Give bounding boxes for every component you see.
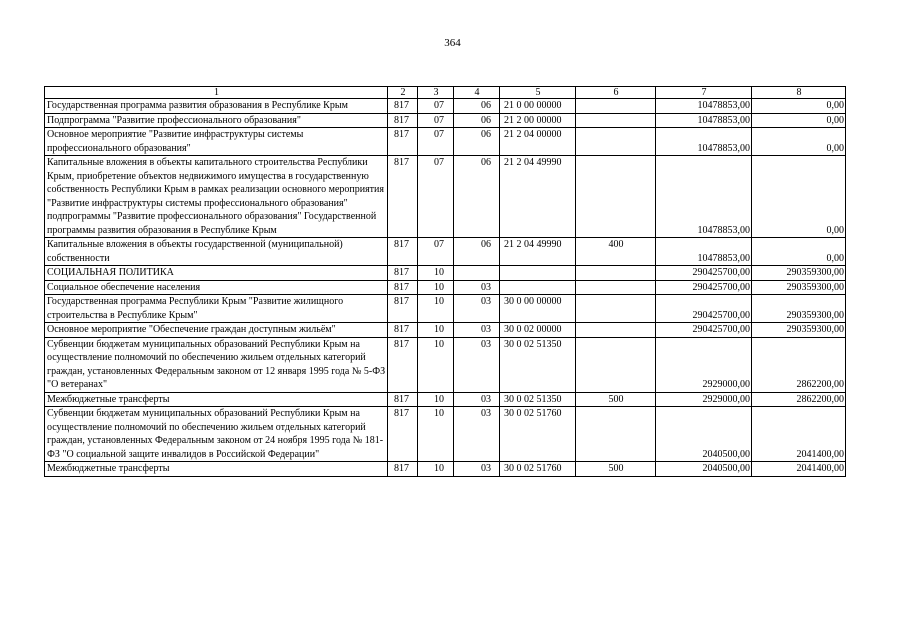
row-subsection-cell: 06 bbox=[454, 238, 500, 266]
row-section-cell: 10 bbox=[418, 337, 454, 392]
row-amount-2-cell: 0,00 bbox=[752, 99, 846, 114]
row-section-cell: 10 bbox=[418, 392, 454, 407]
row-target-article-cell: 30 0 02 51760 bbox=[500, 462, 576, 477]
row-section-cell: 10 bbox=[418, 266, 454, 281]
table-row bbox=[45, 462, 846, 477]
row-amount-2-cell: 290359300,00 bbox=[752, 323, 846, 338]
row-amount-1-cell: 2040500,00 bbox=[656, 462, 752, 477]
table-row bbox=[45, 337, 846, 392]
row-amount-2-cell: 2041400,00 bbox=[752, 407, 846, 462]
row-subsection-cell: 06 bbox=[454, 128, 500, 156]
row-amount-2-cell: 0,00 bbox=[752, 156, 846, 238]
row-section-cell: 10 bbox=[418, 462, 454, 477]
row-target-article-cell bbox=[500, 280, 576, 295]
row-name-cell: Социальное обеспечение населения bbox=[45, 280, 388, 295]
row-code-cell: 817 bbox=[388, 156, 418, 238]
header-cell-3: 3 bbox=[418, 87, 454, 99]
row-code-cell: 817 bbox=[388, 462, 418, 477]
header-cell-5: 5 bbox=[500, 87, 576, 99]
row-target-article-cell bbox=[500, 266, 576, 281]
row-amount-2-cell: 290359300,00 bbox=[752, 266, 846, 281]
table-row bbox=[45, 392, 846, 407]
row-expense-type-cell bbox=[576, 113, 656, 128]
row-section-cell: 10 bbox=[418, 295, 454, 323]
row-subsection-cell: 03 bbox=[454, 295, 500, 323]
row-expense-type-cell bbox=[576, 156, 656, 238]
row-amount-1-cell: 2929000,00 bbox=[656, 337, 752, 392]
row-amount-2-cell: 2862200,00 bbox=[752, 337, 846, 392]
row-name-cell: Основное мероприятие "Обеспечение граждан доступным жильём" bbox=[45, 323, 388, 338]
row-amount-1-cell: 290425700,00 bbox=[656, 266, 752, 281]
table-row bbox=[45, 156, 846, 238]
row-subsection-cell: 03 bbox=[454, 462, 500, 477]
row-subsection-cell: 03 bbox=[454, 392, 500, 407]
page-number: 364 bbox=[444, 37, 461, 49]
row-expense-type-cell bbox=[576, 295, 656, 323]
row-target-article-cell: 21 2 04 49990 bbox=[500, 156, 576, 238]
row-subsection-cell bbox=[454, 266, 500, 281]
row-amount-2-cell: 290359300,00 bbox=[752, 295, 846, 323]
row-subsection-cell: 03 bbox=[454, 337, 500, 392]
row-code-cell: 817 bbox=[388, 238, 418, 266]
table-row bbox=[45, 407, 846, 462]
row-section-cell: 10 bbox=[418, 323, 454, 338]
row-name-cell: Капитальные вложения в объекты капитального строительства Республики Крым, приобретение объектов недвижимого имущества в государственную собственность Республики Крым в рамках реализации основного мероприятия "Развитие инфраструктуры системы профессионального образования" подпрограммы "Развитие профессионального образования" Государственной программы развития образования в Республике Крым bbox=[45, 156, 388, 238]
row-amount-1-cell: 10478853,00 bbox=[656, 156, 752, 238]
row-amount-2-cell: 0,00 bbox=[752, 113, 846, 128]
row-name-cell: Государственная программа развития образования в Республике Крым bbox=[45, 99, 388, 114]
row-amount-2-cell: 2862200,00 bbox=[752, 392, 846, 407]
table-row bbox=[45, 238, 846, 266]
table-body bbox=[45, 87, 846, 477]
row-amount-1-cell: 10478853,00 bbox=[656, 238, 752, 266]
row-target-article-cell: 21 0 00 00000 bbox=[500, 99, 576, 114]
header-cell-8: 8 bbox=[752, 87, 846, 99]
row-target-article-cell: 30 0 02 51350 bbox=[500, 392, 576, 407]
row-subsection-cell: 03 bbox=[454, 323, 500, 338]
row-target-article-cell: 30 0 02 51760 bbox=[500, 407, 576, 462]
row-section-cell: 07 bbox=[418, 99, 454, 114]
row-name-cell: Основное мероприятие "Развитие инфраструктуры системы профессионального образования" bbox=[45, 128, 388, 156]
row-amount-2-cell: 0,00 bbox=[752, 238, 846, 266]
table-row bbox=[45, 128, 846, 156]
row-name-cell: Межбюджетные трансферты bbox=[45, 392, 388, 407]
row-code-cell: 817 bbox=[388, 99, 418, 114]
row-expense-type-cell: 500 bbox=[576, 392, 656, 407]
row-expense-type-cell: 500 bbox=[576, 462, 656, 477]
row-code-cell: 817 bbox=[388, 113, 418, 128]
row-code-cell: 817 bbox=[388, 266, 418, 281]
row-expense-type-cell bbox=[576, 128, 656, 156]
header-row bbox=[45, 87, 846, 99]
row-name-cell: Государственная программа Республики Крым "Развитие жилищного строительства в Республике Крым" bbox=[45, 295, 388, 323]
row-name-cell: Субвенции бюджетам муниципальных образований Республики Крым на осуществление полномочий по обеспечению жильем отдельных категорий граждан, установленных Федеральным законом от 12 января 1995 года № 5-ФЗ "О ветеранах" bbox=[45, 337, 388, 392]
row-expense-type-cell: 400 bbox=[576, 238, 656, 266]
row-target-article-cell: 30 0 02 00000 bbox=[500, 323, 576, 338]
row-section-cell: 07 bbox=[418, 128, 454, 156]
row-amount-1-cell: 10478853,00 bbox=[656, 99, 752, 114]
row-section-cell: 10 bbox=[418, 280, 454, 295]
table-row bbox=[45, 280, 846, 295]
row-target-article-cell: 30 0 00 00000 bbox=[500, 295, 576, 323]
table-row bbox=[45, 323, 846, 338]
row-amount-2-cell: 0,00 bbox=[752, 128, 846, 156]
row-amount-1-cell: 10478853,00 bbox=[656, 113, 752, 128]
row-target-article-cell: 30 0 02 51350 bbox=[500, 337, 576, 392]
row-subsection-cell: 06 bbox=[454, 156, 500, 238]
row-amount-2-cell: 290359300,00 bbox=[752, 280, 846, 295]
table-row bbox=[45, 295, 846, 323]
row-amount-1-cell: 10478853,00 bbox=[656, 128, 752, 156]
row-subsection-cell: 06 bbox=[454, 113, 500, 128]
row-section-cell: 07 bbox=[418, 156, 454, 238]
row-name-cell: Межбюджетные трансферты bbox=[45, 462, 388, 477]
row-code-cell: 817 bbox=[388, 295, 418, 323]
row-target-article-cell: 21 2 00 00000 bbox=[500, 113, 576, 128]
row-amount-1-cell: 2929000,00 bbox=[656, 392, 752, 407]
row-expense-type-cell bbox=[576, 323, 656, 338]
row-expense-type-cell bbox=[576, 280, 656, 295]
row-amount-2-cell: 2041400,00 bbox=[752, 462, 846, 477]
row-name-cell: Капитальные вложения в объекты государственной (муниципальной) собственности bbox=[45, 238, 388, 266]
row-name-cell: Подпрограмма "Развитие профессионального образования" bbox=[45, 113, 388, 128]
row-name-cell: Субвенции бюджетам муниципальных образований Республики Крым на осуществление полномочий по обеспечению жильем отдельных категорий граждан, установленных Федеральным законом от 24 ноября 1995 года № 181-ФЗ "О социальной защите инвалидов в Российской Федерации" bbox=[45, 407, 388, 462]
row-expense-type-cell bbox=[576, 337, 656, 392]
header-cell-6: 6 bbox=[576, 87, 656, 99]
row-expense-type-cell bbox=[576, 99, 656, 114]
row-expense-type-cell bbox=[576, 407, 656, 462]
table-row bbox=[45, 266, 846, 281]
row-target-article-cell: 21 2 04 00000 bbox=[500, 128, 576, 156]
row-subsection-cell: 03 bbox=[454, 280, 500, 295]
row-code-cell: 817 bbox=[388, 323, 418, 338]
row-section-cell: 07 bbox=[418, 238, 454, 266]
row-code-cell: 817 bbox=[388, 337, 418, 392]
row-section-cell: 07 bbox=[418, 113, 454, 128]
row-amount-1-cell: 290425700,00 bbox=[656, 280, 752, 295]
header-cell-4: 4 bbox=[454, 87, 500, 99]
row-code-cell: 817 bbox=[388, 280, 418, 295]
row-subsection-cell: 06 bbox=[454, 99, 500, 114]
row-section-cell: 10 bbox=[418, 407, 454, 462]
row-expense-type-cell bbox=[576, 266, 656, 281]
header-cell-7: 7 bbox=[656, 87, 752, 99]
budget-table bbox=[44, 86, 846, 477]
table-row bbox=[45, 113, 846, 128]
row-subsection-cell: 03 bbox=[454, 407, 500, 462]
row-code-cell: 817 bbox=[388, 407, 418, 462]
row-name-cell: СОЦИАЛЬНАЯ ПОЛИТИКА bbox=[45, 266, 388, 281]
table-row bbox=[45, 99, 846, 114]
row-amount-1-cell: 290425700,00 bbox=[656, 295, 752, 323]
row-target-article-cell: 21 2 04 49990 bbox=[500, 238, 576, 266]
row-code-cell: 817 bbox=[388, 128, 418, 156]
header-cell-1: 1 bbox=[45, 87, 388, 99]
header-cell-2: 2 bbox=[388, 87, 418, 99]
row-amount-1-cell: 2040500,00 bbox=[656, 407, 752, 462]
row-code-cell: 817 bbox=[388, 392, 418, 407]
row-amount-1-cell: 290425700,00 bbox=[656, 323, 752, 338]
